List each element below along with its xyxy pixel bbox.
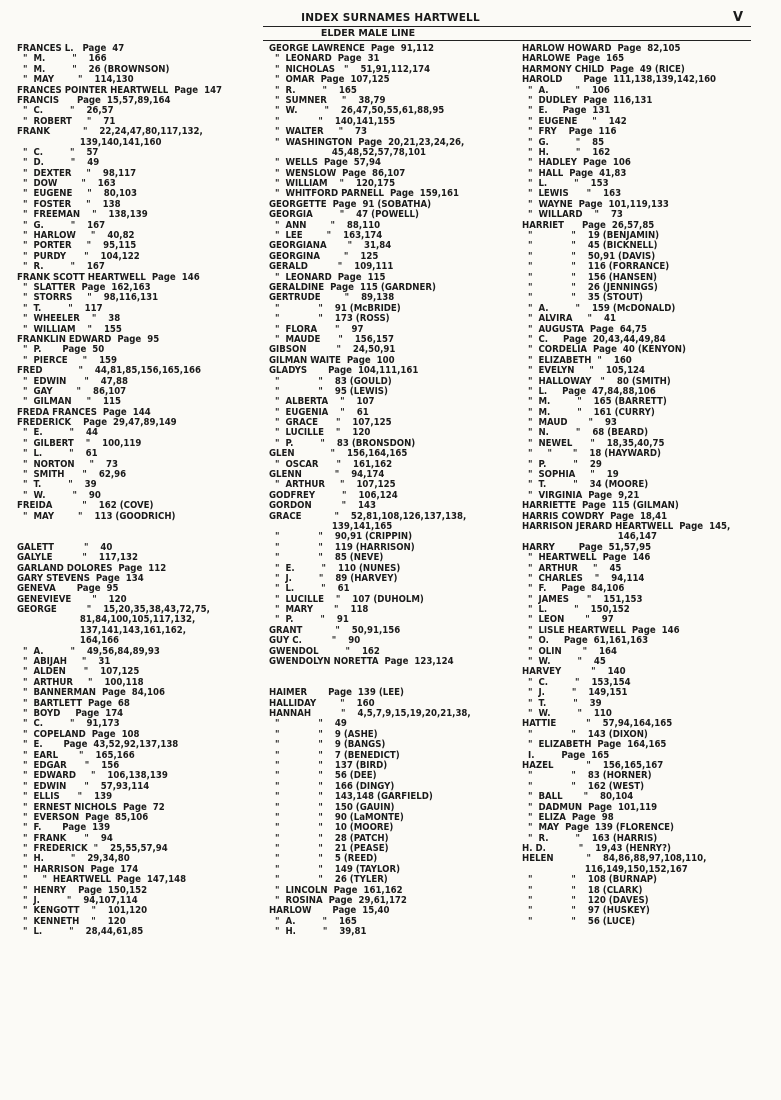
index-entry: " R. " 163 (HARRIS) xyxy=(522,832,658,844)
index-entry: " WALTER " 73 xyxy=(269,126,368,138)
index-entry: 45,48,52,57,78,101 xyxy=(269,146,427,158)
index-entry: FRANK " 22,24,47,80,117,132, xyxy=(17,126,203,138)
index-entry: " " 97 (HUSKEY) xyxy=(522,905,650,917)
index-entry: GLENN " 94,174 xyxy=(269,469,385,481)
index-entry: " EVERSON Page 85,106 xyxy=(17,811,149,823)
index-entry: " EDGAR " 156 xyxy=(17,759,120,771)
index-entry: " DOW " 163 xyxy=(17,178,116,190)
index-entry: " FLORA " 97 xyxy=(269,323,364,335)
index-entry: HARVEY " 140 xyxy=(522,666,626,678)
index-entry: " " HEARTWELL Page 147,148 xyxy=(17,874,187,886)
index-entry: " LEE " 163,174 xyxy=(269,230,383,242)
index-entry: " LEONARD Page 31 xyxy=(269,53,380,65)
index-entry: " SLATTER Page 162,163 xyxy=(17,281,151,293)
index-entry: GIBSON " 24,50,91 xyxy=(269,344,396,356)
index-entry: 146,147 xyxy=(522,531,657,543)
index-entry: " OMAR Page 107,125 xyxy=(269,74,390,86)
index-entry: " D. " 49 xyxy=(17,157,100,169)
index-entry: HARRIET Page 26,57,85 xyxy=(522,219,655,231)
index-entry: 139,140,141,160 xyxy=(17,136,162,148)
index-entry: " PURDY " 104,122 xyxy=(17,250,140,262)
index-entry: " " 119 (HARRISON) xyxy=(269,541,415,553)
index-entry: " " 137 (BIRD) xyxy=(269,759,388,771)
index-entry: " MAY Page 139 (FLORENCE) xyxy=(522,822,674,834)
header-rule-top xyxy=(263,26,751,27)
index-entry: " " 28 (PATCH) xyxy=(269,832,389,844)
index-column-2 xyxy=(269,44,514,938)
index-entry: GEORGETTE Page 91 (SOBATHA) xyxy=(269,198,432,210)
index-entry: " NICHOLAS " 51,91,112,174 xyxy=(269,63,431,75)
index-entry: " L. " 61 xyxy=(269,583,350,595)
index-entry: " LEWIS " 163 xyxy=(522,188,622,200)
index-entry: GENEVA Page 95 xyxy=(17,583,119,595)
index-entry: " ABIJAH " 31 xyxy=(17,656,111,668)
index-entry: " W. " 110 xyxy=(522,708,612,719)
index-entry: " M. " 161 (CURRY) xyxy=(522,406,655,418)
index-entry: " WILLARD " 73 xyxy=(522,209,623,221)
index-entry: " E. Page 131 xyxy=(522,105,611,117)
index-entry: " A. " 159 (McDONALD) xyxy=(522,302,676,314)
index-entry: GEORGIANA " 31,84 xyxy=(269,240,392,252)
index-entry: " OLIN " 164 xyxy=(522,645,618,657)
index-entry: " FREEMAN " 138,139 xyxy=(17,209,148,221)
index-entry: GILMAN WAITE Page 100 xyxy=(269,354,395,366)
index-entry: GERTRUDE " 89,138 xyxy=(269,292,395,304)
index-entry: " " 83 (GOULD) xyxy=(269,375,392,387)
index-entry: " G. " 167 xyxy=(17,219,106,231)
index-entry: " NEWEL " 18,35,40,75 xyxy=(522,437,665,449)
index-entry: " KENNETH " 120 xyxy=(17,915,126,927)
index-entry: " " 21 (PEASE) xyxy=(269,843,389,855)
index-entry xyxy=(269,667,480,677)
index-entry: " FRANK " 94 xyxy=(17,832,113,844)
index-entry: " HALL Page 41,83 xyxy=(522,167,627,179)
index-entry: " ALBERTA " 107 xyxy=(269,396,375,408)
index-entry: " " 162 (WEST) xyxy=(522,780,645,792)
header-rule-bottom xyxy=(263,40,751,41)
index-entry: GLEN " 156,164,165 xyxy=(269,448,408,460)
index-entry: " OSCAR " 161,162 xyxy=(269,458,393,470)
index-entry: HATTIE " 57,94,164,165 xyxy=(522,718,673,730)
index-entry: FREDERICK Page 29,47,89,149 xyxy=(17,417,177,429)
index-entry: " DADMUN Page 101,119 xyxy=(522,801,658,813)
index-entry: HARRIETTE Page 115 (GILMAN) xyxy=(522,500,679,512)
index-entry: " WELLS Page 57,94 xyxy=(269,157,382,169)
index-entry: " GILBERT " 100,119 xyxy=(17,437,142,449)
index-entry: " WAYNE Page 101,119,133 xyxy=(522,198,669,210)
index-entry: " " 166 (DINGY) xyxy=(269,780,395,792)
index-entry: " L. " 28,44,61,85 xyxy=(17,926,144,938)
index-entry: " " 9 (ASHE) xyxy=(269,728,378,740)
index-entry: " " 143 (DIXON) xyxy=(522,728,648,740)
index-entry: " " 45 (BICKNELL) xyxy=(522,240,658,252)
index-entry: " WENSLOW Page 86,107 xyxy=(269,167,406,179)
index-entry: GENEVIEVE " 120 xyxy=(17,593,127,605)
index-entry: " H. " 39,81 xyxy=(269,926,367,938)
index-entry: GORDON " 143 xyxy=(269,500,376,512)
index-entry: " EARL " 165,166 xyxy=(17,749,135,761)
index-entry: FRANCES L. Page 47 xyxy=(17,43,125,54)
index-entry: FRANCIS Page 15,57,89,164 xyxy=(17,94,171,106)
index-entry: " " 173 (ROSS) xyxy=(269,313,390,325)
index-entry: " F. Page 139 xyxy=(17,822,111,834)
index-entry: " " 26 (JENNINGS) xyxy=(522,281,658,293)
index-entry: " E. " 110 (NUNES) xyxy=(269,562,401,574)
index-entry: " C. Page 20,43,44,49,84 xyxy=(522,333,666,345)
index-entry: " LUCILLE " 107 (DUHOLM) xyxy=(269,593,424,605)
index-entry: 139,141,165 xyxy=(269,520,393,532)
index-entry: " " 19 (BENJAMIN) xyxy=(522,230,660,242)
index-entry: " T. " 34 (MOORE) xyxy=(522,479,649,491)
index-entry: HARRIS COWDRY Page 18,41 xyxy=(522,510,668,522)
index-entry: " PORTER " 95,115 xyxy=(17,240,137,252)
index-entry: " ALVIRA " 41 xyxy=(522,313,616,325)
index-entry: " LEONARD Page 115 xyxy=(269,271,386,283)
index-entry: " T. " 117 xyxy=(17,302,103,314)
index-entry: " ROSINA Page 29,61,172 xyxy=(269,895,407,907)
index-entry: " " 56 (LUCE) xyxy=(522,915,636,927)
index-entry: " FOSTER " 138 xyxy=(17,198,121,210)
index-entry: HARRISON JERARD HEARTWELL Page 145, xyxy=(522,520,731,532)
index-entry: " GAY " 86,107 xyxy=(17,385,127,397)
index-entry: " R. " 165 xyxy=(269,84,357,96)
index-entry: " " 85 (NEVE) xyxy=(269,552,384,564)
index-entry: " WASHINGTON Page 20,21,23,24,26, xyxy=(269,136,465,148)
index-entry: " MAY " 114,130 xyxy=(17,74,134,86)
index-column-1 xyxy=(17,44,257,938)
index-entry: " ARTHUR " 107,125 xyxy=(269,479,396,491)
index-entry: " " 10 (MOORE) xyxy=(269,822,394,834)
index-entry: " " 7 (BENEDICT) xyxy=(269,749,400,761)
index-entry: " HARRISON Page 174 xyxy=(17,863,139,875)
index-entry: " " 91 (McBRIDE) xyxy=(269,302,401,314)
index-entry: " FRY Page 116 xyxy=(522,126,617,138)
index-entry: " N. " 68 (BEARD) xyxy=(522,427,649,439)
index-entry: " L. Page 47,84,88,106 xyxy=(522,385,656,397)
index-entry: GEORGE " 15,20,35,38,43,72,75, xyxy=(17,604,210,616)
index-entry: " NORTON " 73 xyxy=(17,458,118,470)
index-entry: " VIRGINIA Page 9,21 xyxy=(522,489,640,501)
index-entry: " HARLOW " 40,82 xyxy=(17,230,135,242)
index-entry: " SMITH " 62,96 xyxy=(17,469,127,481)
index-entry: 137,141,143,161,162, xyxy=(17,624,186,636)
index-entry: " " 56 (DEE) xyxy=(269,770,377,782)
index-entry: " " 35 (STOUT) xyxy=(522,292,643,304)
index-entry: HALLIDAY " 160 xyxy=(269,697,375,709)
index-entry: GEORGINA " 125 xyxy=(269,250,379,262)
index-entry: HANNAH " 4,5,7,9,15,19,20,21,38, xyxy=(269,708,471,719)
index-entry: " COPELAND Page 108 xyxy=(17,728,140,740)
index-entry: " EUGENIA " 61 xyxy=(269,406,369,418)
index-entry: " LISLE HEARTWELL Page 146 xyxy=(522,624,680,636)
index-entry: " M. " 26 (BROWNSON) xyxy=(17,63,170,75)
index-entry: " P. " 91 xyxy=(269,614,349,626)
index-entry: " ROBERT " 71 xyxy=(17,115,116,127)
index-entry: " ERNEST NICHOLS Page 72 xyxy=(17,801,165,813)
index-entry: 164,166 xyxy=(17,635,120,647)
index-entry: GEORGIA " 47 (POWELL) xyxy=(269,209,419,221)
index-entry: " A. " 49,56,84,89,93 xyxy=(17,645,160,657)
index-entry: " LINCOLN Page 161,162 xyxy=(269,884,403,896)
index-entry: " L. " 61 xyxy=(17,448,98,460)
index-entry: " ALDEN " 107,125 xyxy=(17,666,140,678)
index-entry: " WHITFORD PARNELL Page 159,161 xyxy=(269,188,459,200)
index-entry xyxy=(17,522,223,532)
index-entry: " CORDELIA Page 40 (KENYON) xyxy=(522,344,686,356)
index-entry: " " 49 xyxy=(269,718,347,730)
index-entry: FRANKLIN EDWARD Page 95 xyxy=(17,333,160,345)
index-entry: " " 95 (LEWIS) xyxy=(269,385,388,397)
index-entry: FREDA FRANCES Page 144 xyxy=(17,406,151,418)
index-entry: " BANNERMAN Page 84,106 xyxy=(17,687,166,699)
index-entry: FRANCES POINTER HEARTWELL Page 147 xyxy=(17,84,223,96)
index-entry: GRACE " 52,81,108,126,137,138, xyxy=(269,510,467,522)
index-entry: " " 149 (TAYLOR) xyxy=(269,863,401,875)
index-entry: " E. " 44 xyxy=(17,427,98,439)
index-entry: " " 143,148 (GARFIELD) xyxy=(269,791,433,803)
index-entry: " GRACE " 107,125 xyxy=(269,417,392,429)
index-entry: " " " 18 (HAYWARD) xyxy=(522,448,661,460)
index-entry: GALETT " 40 xyxy=(17,541,113,553)
index-entry: " " 116 (FORRANCE) xyxy=(522,261,670,273)
index-entry: GODFREY " 106,124 xyxy=(269,489,398,501)
index-entry: " C. " 26,57 xyxy=(17,105,114,117)
index-entry: " HALLOWAY " 80 (SMITH) xyxy=(522,375,671,387)
index-entry: " EDWARD " 106,138,139 xyxy=(17,770,168,782)
index-entry: " LUCILLE " 120 xyxy=(269,427,371,439)
index-entry: " " 50,91 (DAVIS) xyxy=(522,250,656,262)
index-entry: HARMONY CHILD Page 49 (RICE) xyxy=(522,63,685,75)
index-entry: " MARY " 118 xyxy=(269,604,369,616)
index-entry: " " 90,91 (CRIPPIN) xyxy=(269,531,413,543)
index-entry: " C. " 91,173 xyxy=(17,718,120,730)
index-entry: " LEON " 97 xyxy=(522,614,614,626)
index-title: INDEX SURNAMES HARTWELL xyxy=(301,12,480,24)
index-subtitle: ELDER MALE LINE xyxy=(320,28,416,39)
index-entry: " " 9 (BANGS) xyxy=(269,739,386,751)
index-entry: " T. " 39 xyxy=(522,697,602,709)
index-entry: " WHEELER " 38 xyxy=(17,313,121,325)
index-entry: " STORRS " 98,116,131 xyxy=(17,292,159,304)
index-entry: HELEN " 84,86,88,97,108,110, xyxy=(522,853,707,865)
index-entry: FRANK SCOTT HEARTWELL Page 146 xyxy=(17,271,200,283)
index-entry: " EDWIN " 47,88 xyxy=(17,375,128,387)
index-entry: GLADYS Page 104,111,161 xyxy=(269,365,419,377)
index-entry: " J. " 94,107,114 xyxy=(17,895,138,907)
index-entry: " R. " 167 xyxy=(17,261,105,273)
index-entry: GWENDOL " 162 xyxy=(269,645,380,657)
index-entry: " P. " 83 (BRONSDON) xyxy=(269,437,416,449)
index-entry: " WILLIAM " 120,175 xyxy=(269,178,396,190)
index-entry: " O. Page 61,161,163 xyxy=(522,635,649,647)
index-entry: 116,149,150,152,167 xyxy=(522,863,688,875)
index-entry: " CHARLES " 94,114 xyxy=(522,572,645,584)
index-entry: " W. " 26,47,50,55,61,88,95 xyxy=(269,105,445,117)
index-entry: " A. " 165 xyxy=(269,915,357,927)
index-entry: HAROLD Page 111,138,139,142,160 xyxy=(522,74,717,86)
index-entry: HAZEL " 156,165,167 xyxy=(522,759,664,771)
index-entry: " " 18 (CLARK) xyxy=(522,884,643,896)
index-entry: " MAY " 113 (GOODRICH) xyxy=(17,510,176,522)
index-entry: " PIERCE " 159 xyxy=(17,354,118,366)
index-entry: " EDWIN " 57,93,114 xyxy=(17,780,150,792)
index-entry: " ELLIS " 139 xyxy=(17,791,113,803)
index-entry: " BARTLETT Page 68 xyxy=(17,697,130,709)
index-entry: " MAUDE " 156,157 xyxy=(269,333,394,345)
index-entry: " KENGOTT " 101,120 xyxy=(17,905,148,917)
index-entry: " ELIZABETH " 160 xyxy=(522,354,632,366)
index-entry: " H. " 29,34,80 xyxy=(17,853,130,865)
index-entry: GARLAND DOLORES Page 112 xyxy=(17,562,167,574)
index-entry: " F. Page 84,106 xyxy=(522,583,625,595)
index-entry: 81,84,100,105,117,132, xyxy=(17,614,196,626)
index-entry: HARRY Page 51,57,95 xyxy=(522,541,652,553)
index-entry: " MAUD " 93 xyxy=(522,417,617,429)
index-entry: " EUGENE " 80,103 xyxy=(17,188,137,200)
index-entry: " AUGUSTA Page 64,75 xyxy=(522,323,647,335)
index-entry: GALYLE " 117,132 xyxy=(17,552,139,564)
index-entry: HARLOWE Page 165 xyxy=(522,53,625,65)
index-entry: GEORGE LAWRENCE Page 91,112 xyxy=(269,43,434,54)
index-entry: " " 140,141,155 xyxy=(269,115,396,127)
index-entry: " J. " 149,151 xyxy=(522,687,628,699)
index-entry: " A. " 106 xyxy=(522,84,610,96)
index-entry: " J. " 89 (HARVEY) xyxy=(269,572,398,584)
index-entry: " L. " 153 xyxy=(522,178,609,190)
index-entry: GRANT " 50,91,156 xyxy=(269,624,401,636)
index-entry: " FREDERICK " 25,55,57,94 xyxy=(17,843,168,855)
index-entry: " L. " 150,152 xyxy=(522,604,630,616)
index-entry: H. D. " 19,43 (HENRY?) xyxy=(522,843,671,855)
index-entry: " G. " 85 xyxy=(522,136,605,148)
index-entry: " M. " 166 xyxy=(17,53,107,65)
index-entry: HAIMER Page 139 (LEE) xyxy=(269,687,404,699)
index-entry: " ANN " 88,110 xyxy=(269,219,381,231)
index-entry: " SUMNER " 38,79 xyxy=(269,94,386,106)
index-entry: " H. " 162 xyxy=(522,146,611,158)
index-entry: " ARTHUR " 45 xyxy=(522,562,622,574)
index-entry: " M. " 165 (BARRETT) xyxy=(522,396,667,408)
index-entry: " " 90 (LaMONTE) xyxy=(269,811,404,823)
index-entry: " DEXTER " 98,117 xyxy=(17,167,137,179)
index-entry: " SOPHIA " 19 xyxy=(522,469,619,481)
index-entry: " " 156 (HANSEN) xyxy=(522,271,657,283)
index-entry: " BOYD Page 174 xyxy=(17,708,124,719)
index-entry: " ARTHUR " 100,118 xyxy=(17,676,144,688)
index-entry: HARLOW HOWARD Page 82,105 xyxy=(522,43,681,54)
index-entry: " DUDLEY Page 116,131 xyxy=(522,94,653,106)
index-entry: " " 108 (BURNAP) xyxy=(522,874,657,886)
index-entry: " " 150 (GAUIN) xyxy=(269,801,395,813)
index-entry: " ELIZA Page 98 xyxy=(522,811,614,823)
index-entry: FRED " 44,81,85,156,165,166 xyxy=(17,365,201,377)
index-entry: GARY STEVENS Page 134 xyxy=(17,572,144,584)
index-entry: " " 83 (HORNER) xyxy=(522,770,652,782)
index-entry: " HADLEY Page 106 xyxy=(522,157,631,169)
index-entry: HARLOW Page 15,40 xyxy=(269,905,390,917)
index-entry: " JAMES " 151,153 xyxy=(522,593,643,605)
index-entry: GWENDOLYN NORETTA Page 123,124 xyxy=(269,656,454,668)
index-entry: " BALL " 80,104 xyxy=(522,791,634,803)
index-entry: GUY C. " 90 xyxy=(269,635,361,647)
index-entry: " EVELYN " 105,124 xyxy=(522,365,646,377)
index-column-3 xyxy=(522,44,772,927)
page-header xyxy=(0,10,781,42)
index-entry: " WILLIAM " 155 xyxy=(17,323,122,335)
index-entry: " E. Page 43,52,92,137,138 xyxy=(17,739,179,751)
page-number: V xyxy=(733,10,744,25)
index-entry: GERALDINE Page 115 (GARDNER) xyxy=(269,281,436,293)
index-entry: GERALD " 109,111 xyxy=(269,261,394,273)
index-entry: FREIDA " 162 (COVE) xyxy=(17,500,154,512)
index-entry: " " 120 (DAVES) xyxy=(522,895,649,907)
index-entry: " " 5 (REED) xyxy=(269,853,378,865)
index-entry: " W. " 45 xyxy=(522,656,606,668)
index-entry: " C. " 57 xyxy=(17,146,99,158)
index-entry: " GILMAN " 115 xyxy=(17,396,121,408)
index-entry: " EUGENE " 142 xyxy=(522,115,627,127)
index-entry: I. Page 165 xyxy=(522,749,610,761)
index-entry: " " 26 (TYLER) xyxy=(269,874,388,886)
index-entry: " HEARTWELL Page 146 xyxy=(522,552,651,564)
index-entry: " W. " 90 xyxy=(17,489,101,501)
index-entry: " T. " 39 xyxy=(17,479,97,491)
index-entry: " ELIZABETH Page 164,165 xyxy=(522,739,667,751)
index-entry: " C. " 153,154 xyxy=(522,676,631,688)
index-entry: " HENRY Page 150,152 xyxy=(17,884,148,896)
index-entry: " P. " 29 xyxy=(522,458,602,470)
index-entry: " P. Page 50 xyxy=(17,344,105,356)
